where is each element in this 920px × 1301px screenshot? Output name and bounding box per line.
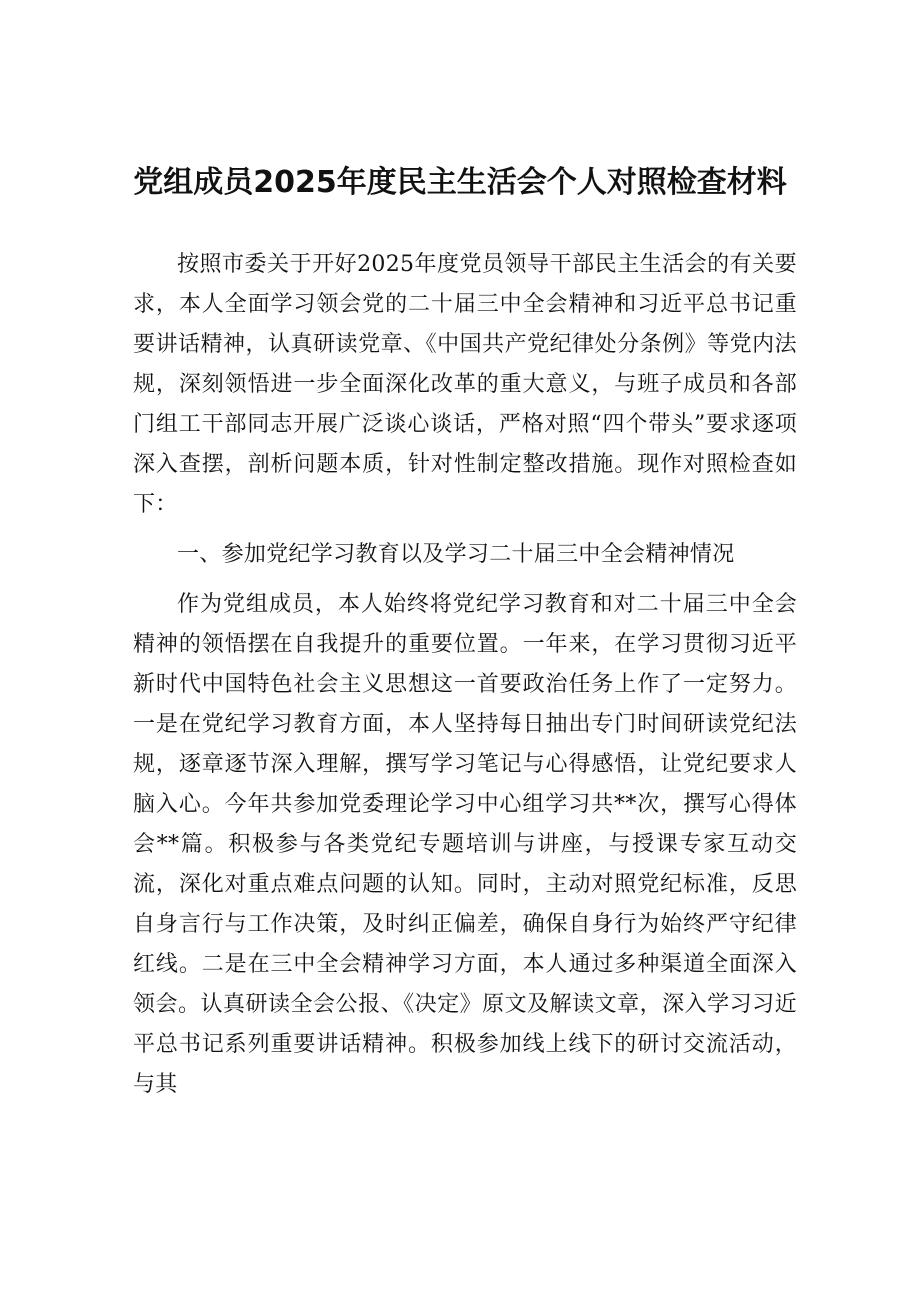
document-title: 党组成员2025年度民主生活会个人对照检查材料 [133,165,787,200]
document-body [133,245,797,1105]
intro-paragraph: 按照市委关于开好2025年度党员领导干部民主生活会的有关要求，本人全面学习领会党的二十届三中全会精神和习近平总书记重要讲话精神，认真研读党章、《中国共产党纪律处分条例》等党内法规，深刻领悟进一步全面深化改革的重大意义，与班子成员和各部门组工干部同志开展广泛谈心谈话，严格对照“四个带头”要求逐项深入查摆，剖析问题本质，针对性制定整改措施。现作对照检查如下： [133,252,797,517]
section-paragraph: 作为党组成员，本人始终将党纪学习教育和对二十届三中全会精神的领悟摆在自我提升的重要位置。一年来，在学习贯彻习近平新时代中国特色社会主义思想这一首要政治任务上作了一定努力。一是在党纪学习教育方面，本人坚持每日抽出专门时间研读党纪法规，逐章逐节深入理解，撰写学习笔记与心得感悟，让党纪要求人脑入心。今年共参加党委理论学习中心组学习共**次，撰写心得体会**篇。积极参与各类党纪专题培训与讲座，与授课专家互动交流，深化对重点难点问题的认知。同时，主动对照党纪标准，反思自身言行与工作决策，及时纠正偏差，确保自身行为始终严守纪律红线。二是在三中全会精神学习方面，本人通过多种渠道全面深入领会。认真研读全会公报、《决定》原文及解读文章，深入学习习近平总书记系列重要讲话精神。积极参加线上线下的研讨交流活动，与其 [133,592,797,1097]
section-heading: 一、参加党纪学习教育以及学习二十届三中全会精神情况 [177,542,735,567]
